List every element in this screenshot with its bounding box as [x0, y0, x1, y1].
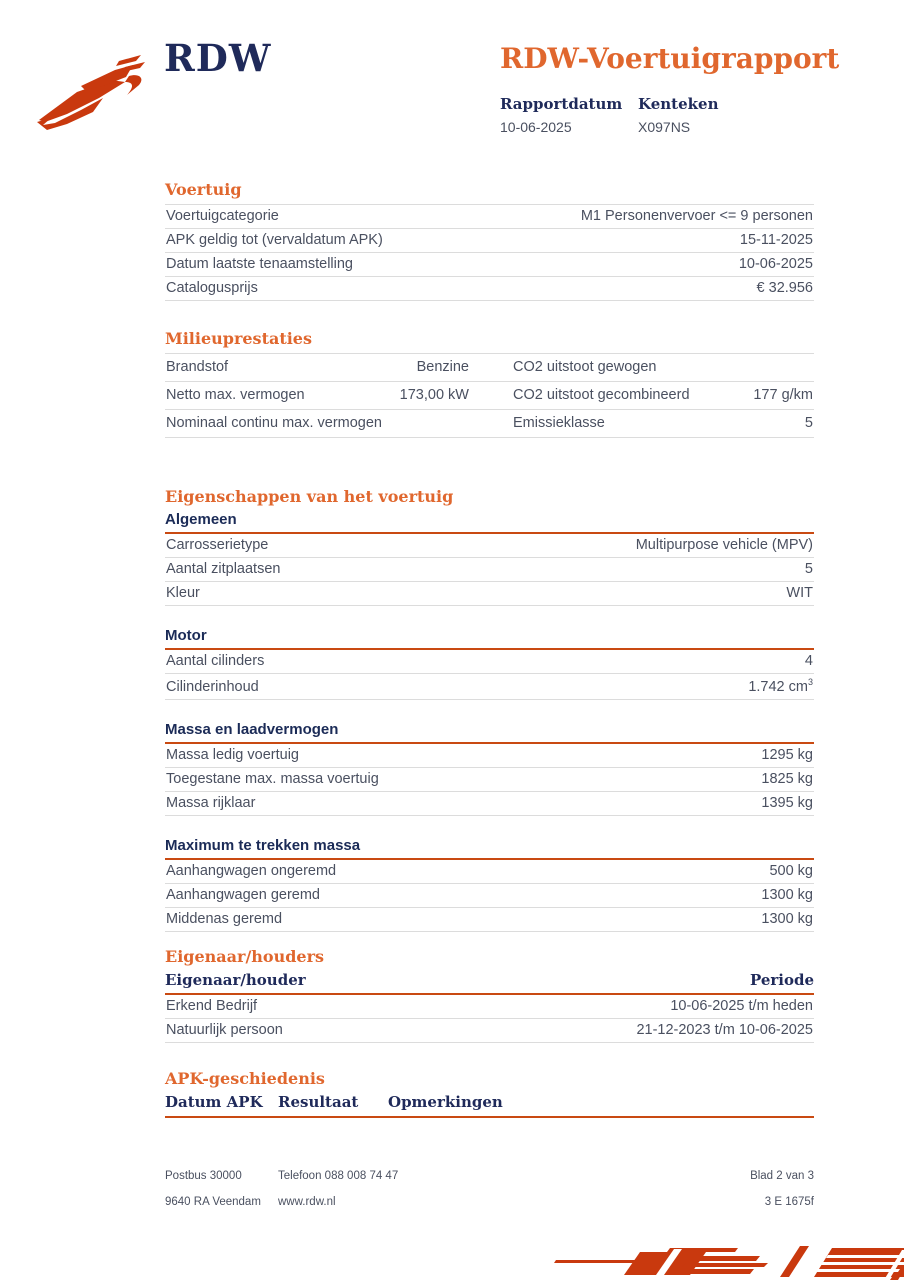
- section-title-apk-geschiedenis: APK-geschiedenis: [165, 1069, 325, 1088]
- rdw-logo-text: RDW: [164, 36, 272, 80]
- row-value: 500 kg: [769, 862, 813, 879]
- section-title-eigenschappen: Eigenschappen van het voertuig: [165, 487, 454, 506]
- row-label: CO2 uitstoot gecombineerd: [513, 387, 690, 403]
- milieuprestaties-table: [165, 353, 814, 438]
- voertuig-table: [165, 204, 814, 301]
- license-plate-label: Kenteken: [638, 95, 719, 113]
- table-row: [165, 884, 814, 908]
- apk-col-resultaat: Resultaat: [278, 1093, 359, 1111]
- row-value: 177 g/km: [753, 387, 813, 403]
- license-plate-block: [638, 95, 776, 135]
- table-row: [165, 908, 814, 932]
- section-voertuig: [165, 180, 814, 301]
- table-row: [165, 382, 814, 410]
- motor-table: [165, 650, 814, 700]
- row-label: Erkend Bedrijf: [166, 998, 258, 1014]
- table-row: [165, 744, 814, 768]
- report-meta: [500, 95, 860, 135]
- apk-col-datum: Datum APK: [165, 1093, 263, 1111]
- subsection-motor: [165, 627, 814, 700]
- report-date-value: 10-06-2025: [500, 119, 572, 135]
- row-label: Massa rijklaar: [166, 794, 256, 811]
- row-value: 1395 kg: [761, 794, 813, 811]
- subsection-title-algemeen: Algemeen: [165, 511, 814, 534]
- row-label: Netto max. vermogen: [166, 387, 305, 403]
- row-label: Datum laatste tenaamstelling: [166, 256, 353, 272]
- footer-form-code: 3 E 1675f: [764, 1196, 814, 1208]
- eigenaar-table-header: [165, 971, 814, 995]
- table-row: [165, 253, 814, 277]
- row-value: 1295 kg: [761, 746, 813, 763]
- footer-phone: Telefoon 088 008 74 47: [278, 1170, 399, 1182]
- eigenaar-col-owner: Eigenaar/houder: [165, 971, 306, 989]
- footer-postbus: Postbus 30000: [165, 1170, 242, 1182]
- row-label: Carrosserietype: [166, 537, 269, 553]
- section-title-eigenaar-houders: Eigenaar/houders: [165, 947, 325, 966]
- apk-table-header: [165, 1093, 814, 1118]
- table-row: [165, 674, 814, 700]
- section-eigenschappen: [165, 487, 814, 932]
- section-apk-geschiedenis: [165, 1069, 814, 1118]
- row-value: Benzine: [416, 359, 469, 375]
- row-label: Massa ledig voertuig: [166, 746, 299, 763]
- row-pair: [513, 387, 813, 403]
- row-label: Middenas geremd: [166, 910, 283, 927]
- rdw-eagle-icon: [33, 52, 163, 142]
- subsection-title-massa-laadvermogen: Massa en laadvermogen: [165, 721, 814, 744]
- table-row: [165, 277, 814, 301]
- report-date-block: [500, 95, 638, 135]
- eigenaar-col-period: Periode: [749, 971, 814, 989]
- row-label: Emissieklasse: [513, 415, 605, 431]
- table-row: [165, 205, 814, 229]
- footer-line-1: [165, 1170, 814, 1182]
- table-row: [165, 860, 814, 884]
- table-row: [165, 410, 814, 438]
- row-pair: [166, 415, 469, 431]
- row-value: M1 Personenvervoer <= 9 personen: [580, 208, 813, 224]
- page-title: RDW-Voertuigrapport: [500, 42, 840, 75]
- row-value: 1.742 $cm^3$: [748, 677, 813, 695]
- row-value: Multipurpose vehicle (MPV): [635, 537, 813, 553]
- table-row: [165, 558, 814, 582]
- row-value: 15-11-2025: [739, 232, 813, 248]
- section-title-voertuig: Voertuig: [165, 180, 242, 199]
- row-value: 10-06-2025 t/m heden: [670, 998, 813, 1014]
- row-label: Cilinderinhoud: [166, 678, 259, 695]
- subsection-maximum-trekken-massa: [165, 837, 814, 932]
- row-value: 1300 kg: [761, 910, 813, 927]
- eigenaar-table: [165, 995, 814, 1043]
- section-milieuprestaties: [165, 329, 814, 438]
- license-plate-value: X097NS: [638, 119, 691, 135]
- row-value: 5: [804, 561, 813, 577]
- table-row: [165, 1019, 814, 1043]
- row-label: Natuurlijk persoon: [166, 1022, 283, 1038]
- row-value: 21-12-2023 t/m 10-06-2025: [636, 1022, 813, 1038]
- row-label: Voertuigcategorie: [166, 208, 279, 224]
- row-label: Catalogusprijs: [166, 280, 258, 296]
- row-label: Aantal cilinders: [166, 653, 265, 669]
- table-row: [165, 995, 814, 1019]
- footer-website: www.rdw.nl: [278, 1196, 336, 1208]
- row-label: Nominaal continu max. vermogen: [166, 415, 382, 431]
- algemeen-table: [165, 534, 814, 606]
- table-row: [165, 582, 814, 606]
- table-row: [165, 650, 814, 674]
- footer-line-2: [165, 1196, 814, 1208]
- subsection-title-maximum-trekken-massa: Maximum te trekken massa: [165, 837, 814, 860]
- subsection-massa-laadvermogen: [165, 721, 814, 816]
- row-label: Toegestane max. massa voertuig: [166, 770, 379, 787]
- row-value: 4: [804, 653, 813, 669]
- table-row: [165, 229, 814, 253]
- row-value: WIT: [786, 585, 813, 601]
- table-row: [165, 534, 814, 558]
- massa-laadvermogen-table: [165, 744, 814, 816]
- table-row: [165, 354, 814, 382]
- subsection-title-motor: Motor: [165, 627, 814, 650]
- row-pair: [513, 359, 813, 375]
- row-value: 173,00 kW: [399, 387, 469, 403]
- footer-city: 9640 RA Veendam: [165, 1196, 261, 1208]
- apk-col-opmerkingen: Opmerkingen: [388, 1093, 503, 1111]
- table-row: [165, 768, 814, 792]
- page-footer: [165, 1170, 814, 1208]
- row-label: Aanhangwagen ongeremd: [166, 862, 337, 879]
- row-pair: [166, 387, 469, 403]
- row-value: 5: [804, 415, 813, 431]
- row-label: Aantal zitplaatsen: [166, 561, 281, 577]
- row-label: CO2 uitstoot gewogen: [513, 359, 657, 375]
- rdw-stripes-graphic: [528, 1242, 904, 1280]
- row-value: 1825 kg: [761, 770, 813, 787]
- section-eigenaar-houders: [165, 947, 814, 1043]
- row-pair: [513, 415, 813, 431]
- report-header: [500, 42, 860, 135]
- section-title-milieuprestaties: Milieuprestaties: [165, 329, 312, 348]
- table-row: [165, 792, 814, 816]
- footer-page-indicator: Blad 2 van 3: [750, 1170, 814, 1182]
- row-label: Kleur: [166, 585, 200, 601]
- row-pair: [166, 359, 469, 375]
- row-value: 10-06-2025: [738, 256, 813, 272]
- maximum-trekken-massa-table: [165, 860, 814, 932]
- row-value: € 32.956: [756, 280, 813, 296]
- subsection-algemeen: [165, 511, 814, 606]
- row-label: Brandstof: [166, 359, 229, 375]
- report-date-label: Rapportdatum: [500, 95, 623, 113]
- row-value: 1300 kg: [761, 886, 813, 903]
- row-label: Aanhangwagen geremd: [166, 886, 320, 903]
- row-label: APK geldig tot (vervaldatum APK): [166, 232, 383, 248]
